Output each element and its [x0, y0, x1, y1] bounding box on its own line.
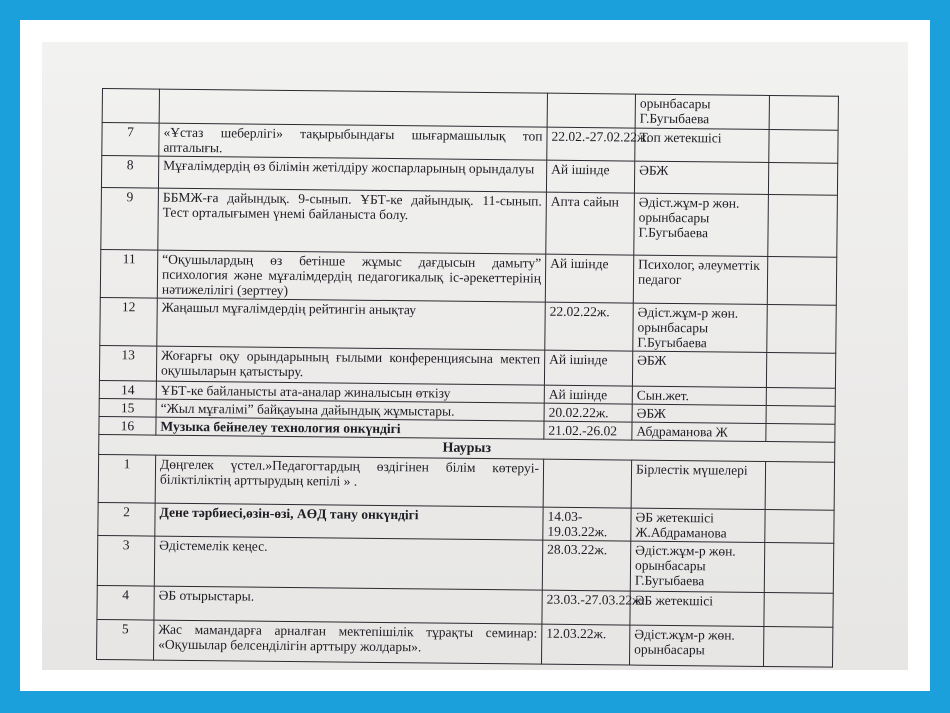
- row-number: 14: [99, 380, 156, 399]
- row-note: [764, 592, 833, 627]
- table-body-march: [97, 454, 835, 667]
- row-number: [102, 89, 159, 124]
- row-date: 23.03.-27.03.22ж.: [542, 590, 630, 625]
- row-date: Апта сайын: [546, 192, 635, 255]
- row-date: Ай ішінде: [544, 350, 632, 386]
- row-responsible: Әдіст.жұм-р жөн. орынбасары Г.Бугыбаева: [633, 303, 767, 352]
- row-number: 2: [98, 502, 155, 536]
- row-number: 8: [101, 156, 158, 189]
- document-paper: [42, 42, 908, 670]
- row-note: [768, 194, 838, 257]
- row-description: “Жыл мұғалімі” байқауына дайындық жұмыстары.: [156, 399, 544, 421]
- row-responsible: Әдіст.жұм-р жөн. орынбасары Г.Бугыбаева: [634, 193, 769, 256]
- row-number: 15: [99, 398, 156, 417]
- row-responsible: Әдіст.жұм-р жөн. орынбасары Г.Бугыбаева: [630, 541, 765, 592]
- row-description: Әдістемелік кеңес.: [154, 536, 543, 590]
- row-description: [159, 89, 547, 127]
- row-note: [763, 626, 832, 667]
- row-responsible: ӘБ жетекшісі: [630, 591, 764, 626]
- row-date: [543, 459, 631, 508]
- row-responsible: Абдраманова Ж: [632, 422, 766, 441]
- row-description: ББМЖ-ға дайындық. 9-сынып. ҰБТ-ке дайындық. 11-сынып. Тест орталығымен үнемі байланыста болу.: [158, 188, 547, 254]
- table-row: [97, 619, 833, 667]
- row-date: Ай ішінде: [545, 254, 633, 303]
- row-description: Мұғалімдердің өз білімін жетілдіру жоспарларының орындалуы: [158, 156, 546, 192]
- row-description: ӘБ отырыстары.: [154, 586, 542, 624]
- row-responsible: Сын.жет.: [632, 386, 766, 405]
- row-note: [765, 509, 834, 543]
- row-note: [765, 461, 834, 510]
- row-date: 12.03.22ж.: [541, 624, 629, 665]
- row-note: [767, 304, 836, 353]
- row-note: [769, 95, 838, 130]
- row-number: 5: [97, 619, 154, 660]
- row-number: 4: [97, 585, 154, 620]
- row-note: [766, 405, 835, 424]
- row-responsible: Әдіст.жұм-р жөн. орынбасары: [629, 625, 763, 666]
- row-date: Ай ішінде: [546, 160, 634, 193]
- table-row: [100, 249, 836, 305]
- row-responsible: Психолог, әлеуметтік педагог: [633, 255, 767, 304]
- row-description: Жоғарғы оқу орындарының ғылыми конференциясына мектеп оқушыларын қатыстыру.: [156, 346, 544, 385]
- row-description: «Ұстаз шеберлігі» тақырыбындағы шығармашылық топ апталығы.: [159, 123, 547, 160]
- row-number: 13: [99, 345, 156, 381]
- row-note: [766, 387, 835, 406]
- row-date: 22.02.22ж.: [545, 302, 633, 351]
- row-note: [768, 162, 837, 195]
- document-page: [96, 88, 902, 668]
- row-number: 1: [98, 454, 155, 503]
- row-date: [547, 93, 635, 128]
- photo-frame: [20, 20, 930, 691]
- row-responsible: Бірлестік мүшелері: [631, 460, 765, 509]
- row-responsible: Топ жетекшісі: [635, 128, 769, 162]
- row-description: “Оқушылардың өз бетінше жұмыс дағдысын дамыту” психология және мұғалімдердің педагогикалық іс-әрекеттерінің нәтижелілігі (зерттеу): [157, 250, 545, 302]
- row-description: Жас мамандарға арналған мектепішілік тұрақты семинар: «Оқушылар белсенділігін арттыру жолдары».: [154, 620, 542, 664]
- row-note: [766, 423, 835, 442]
- row-number: 11: [100, 249, 157, 298]
- row-description: Дене тәрбиесі,өзін-өзі, АӨД тану онкүндігі: [155, 503, 543, 540]
- row-note: [767, 256, 836, 305]
- row-responsible: ӘБЖ: [632, 404, 766, 423]
- row-number: 12: [100, 297, 157, 346]
- table-row: [100, 297, 836, 353]
- row-date: Ай ішінде: [544, 385, 632, 404]
- table-row: [98, 454, 834, 510]
- table-row: [101, 187, 838, 257]
- row-description: ҰБТ-ке байланысты ата-аналар жиналысын өткізу: [156, 381, 544, 403]
- row-number: 16: [99, 416, 156, 435]
- row-date: 21.02.-26.02: [544, 421, 632, 440]
- row-responsible: орынбасары Г.Бугыбаева: [635, 94, 769, 129]
- row-date: 20.02.22ж.: [544, 403, 632, 422]
- row-number: 3: [97, 535, 155, 586]
- row-responsible: ӘБ жетекшісі Ж.Абдраманова: [631, 508, 765, 542]
- schedule-table: [96, 88, 839, 668]
- row-description: Дөңгелек үстел.»Педагогтардың өздігінен білім көтеруі-біліктіліктің арттырудың кепілі » .: [155, 455, 543, 507]
- row-number: 9: [101, 187, 159, 250]
- row-note: [769, 129, 838, 163]
- row-number: 7: [102, 123, 159, 157]
- table-row: [97, 535, 833, 593]
- row-date: 14.03-19.03.22ж.: [543, 507, 631, 541]
- row-responsible: ӘБЖ: [634, 161, 768, 194]
- row-date: 28.03.22ж.: [542, 540, 631, 591]
- row-date: 22.02.-27.02.22ж.: [547, 127, 635, 161]
- row-note: [764, 542, 834, 593]
- section-title: Наурыз: [99, 434, 835, 462]
- row-note: [766, 352, 835, 388]
- row-responsible: ӘБЖ: [632, 351, 766, 387]
- row-description: Жаңашыл мұғалімдердің рейтингін анықтау: [157, 298, 545, 350]
- row-description: Музыка бейнелеу технология онкүндігі: [156, 417, 544, 439]
- table-body-february: [99, 89, 839, 443]
